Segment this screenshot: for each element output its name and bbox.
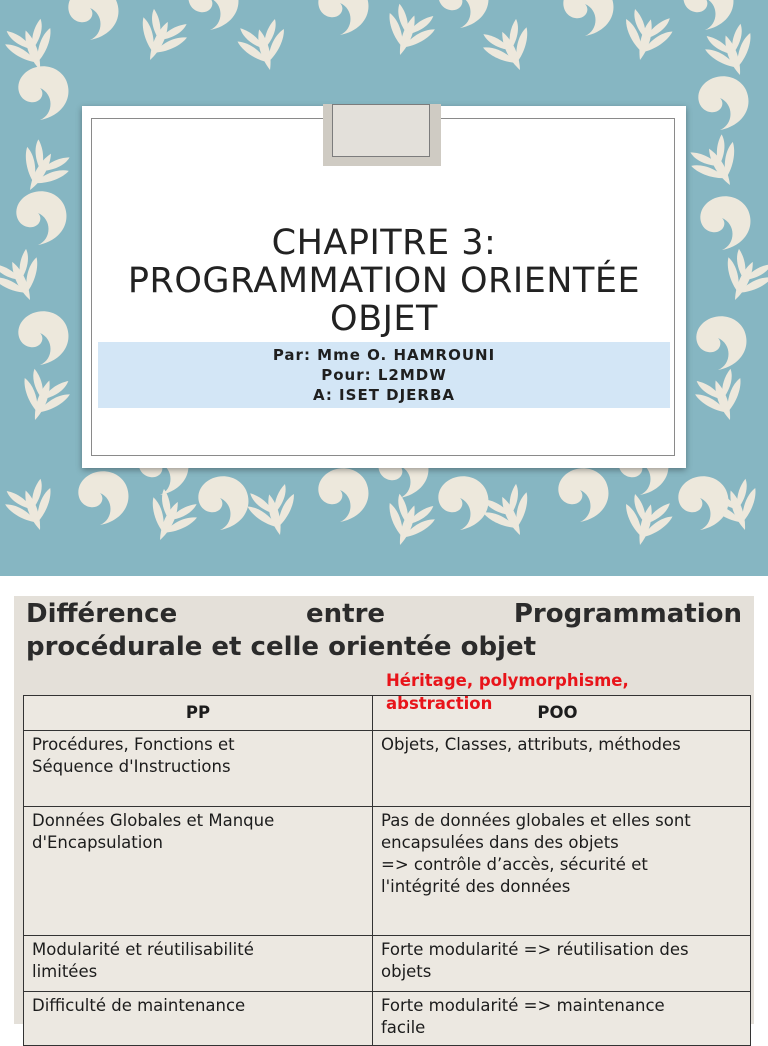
- title-card-tab-inner: [332, 104, 430, 157]
- cell-text: encapsulées dans des objets: [381, 833, 619, 852]
- cell-text: d'Encapsulation: [32, 833, 163, 852]
- note-line: Héritage, polymorphisme,: [386, 671, 629, 690]
- title-line: OBJET: [330, 299, 438, 339]
- heading-word: entre: [306, 599, 386, 629]
- cell-text: => contrôle d’accès, sécurité et: [381, 855, 648, 874]
- cell-text: Difficulté de maintenance: [32, 996, 246, 1015]
- table-row: [24, 992, 751, 1046]
- cell-text: objets: [381, 962, 432, 981]
- cell-text: Forte modularité => maintenance: [381, 996, 665, 1015]
- cell-pp: [24, 731, 373, 807]
- heading-word: Différence: [26, 599, 178, 629]
- title-card: [82, 106, 686, 468]
- cell-text: l'intégrité des données: [381, 877, 571, 896]
- cell-poo: [373, 731, 751, 807]
- cell-text: Pas de données globales et elles sont: [381, 811, 691, 830]
- cell-text: Forte modularité => réutilisation des: [381, 940, 689, 959]
- cell-poo: [373, 936, 751, 992]
- note-line: abstraction: [386, 694, 493, 713]
- table-row: [24, 731, 751, 807]
- comparison-table: [23, 695, 751, 1046]
- cell-text: Procédures, Fonctions et: [32, 735, 235, 754]
- table-row: [24, 807, 751, 936]
- header-pp: PP: [24, 696, 373, 731]
- subtitle-band: [98, 342, 670, 408]
- title-line: CHAPITRE 3:: [271, 223, 497, 263]
- cell-text: Données Globales et Manque: [32, 811, 275, 830]
- concepts-note: [386, 669, 706, 715]
- cell-text: Séquence d'Instructions: [32, 757, 231, 776]
- table-row: [24, 936, 751, 992]
- heading-line-2: procédurale et celle orientée objet: [26, 632, 537, 662]
- cell-text: facile: [381, 1018, 426, 1037]
- slide-title: [82, 224, 686, 338]
- cell-poo: [373, 992, 751, 1046]
- cell-text: Objets, Classes, attributs, méthodes: [381, 735, 681, 754]
- audience-line: Pour: L2MDW: [321, 366, 447, 384]
- cell-text: Modularité et réutilisabilité: [32, 940, 254, 959]
- cell-poo: [373, 807, 751, 936]
- comparison-slide: [14, 596, 754, 1037]
- title-card-tab: [323, 104, 441, 166]
- cell-pp: [24, 936, 373, 992]
- cell-pp: [24, 992, 373, 1046]
- cell-pp: [24, 807, 373, 936]
- header-poo: POO: [373, 696, 751, 731]
- heading-word: Programmation: [513, 599, 742, 629]
- slide-heading: [26, 598, 742, 664]
- author-line: Par: Mme O. HAMROUNI: [272, 346, 496, 364]
- title-line: PROGRAMMATION ORIENTÉE: [127, 261, 641, 301]
- institution-line: A: ISET DJERBA: [312, 386, 456, 404]
- cell-text: limitées: [32, 962, 98, 981]
